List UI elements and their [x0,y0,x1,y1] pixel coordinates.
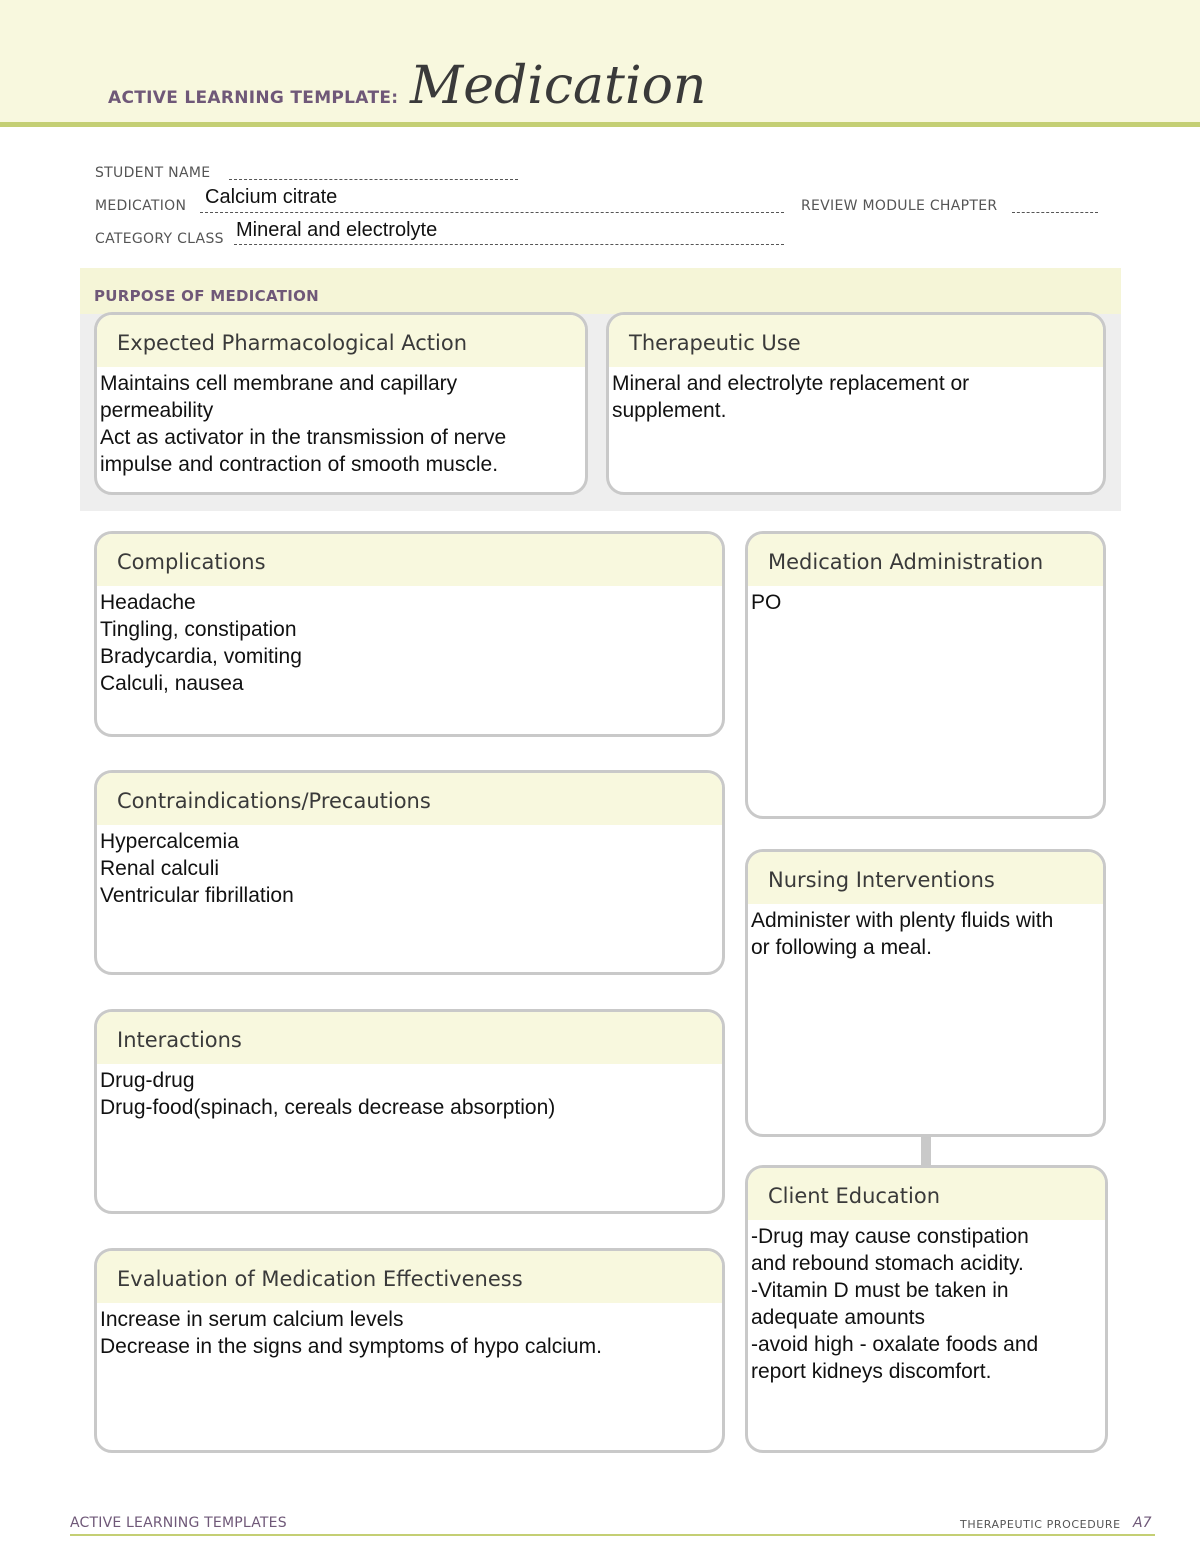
header-rule [0,122,1200,127]
client-education-body[interactable] [748,1220,1105,1385]
medication-administration-title: Medication Administration [748,534,1103,586]
client-education-line: report kidneys discomfort. [751,1360,992,1383]
nursing-interventions-title: Nursing Interventions [748,852,1103,904]
contraindications-line: Hypercalcemia [100,830,239,853]
medication-label: MEDICATION [95,198,187,214]
medication-administration-box [745,531,1106,819]
client-education-line: adequate amounts [751,1306,925,1329]
medication-value: Calcium citrate [205,186,338,208]
contraindications-line: Ventricular fibrillation [100,884,294,907]
student-name-label: STUDENT NAME [95,165,211,181]
expected-action-title: Expected Pharmacological Action [97,315,585,367]
evaluation-line: Increase in serum calcium levels [100,1308,404,1331]
page-title: Medication [410,56,707,116]
nursing-interventions-line: Administer with plenty fluids with [751,909,1054,932]
complications-title: Complications [97,534,722,586]
therapeutic-use-line: supplement. [612,399,727,422]
page-number: A7 [1133,1515,1152,1531]
category-class-label: CATEGORY CLASS [95,231,224,247]
complications-body[interactable] [97,586,722,697]
interactions-line: Drug-drug [100,1069,195,1092]
therapeutic-use-body[interactable] [609,367,1103,424]
evaluation-line: Decrease in the signs and symptoms of hypo calcium. [100,1335,602,1358]
evaluation-box [94,1248,725,1453]
client-education-line: and rebound stomach acidity. [751,1252,1024,1275]
client-education-line: -Drug may cause constipation [751,1225,1029,1248]
interactions-line: Drug-food(spinach, cereals decrease absorption) [100,1096,556,1119]
client-education-box [745,1165,1108,1453]
expected-action-box [94,312,588,495]
nursing-interventions-body[interactable] [748,904,1103,961]
category-class-value: Mineral and electrolyte [236,219,438,241]
complications-line: Tingling, constipation [100,618,297,641]
contraindications-line: Renal calculi [100,857,220,880]
therapeutic-use-title: Therapeutic Use [609,315,1103,367]
complications-line: Headache [100,591,196,614]
nursing-interventions-line: or following a meal. [751,936,932,959]
student-name-line[interactable] [229,179,518,180]
client-education-line: -avoid high - oxalate foods and [751,1333,1039,1356]
review-module-label: REVIEW MODULE CHAPTER [801,198,998,214]
contraindications-box [94,770,725,975]
footer-left-text: ACTIVE LEARNING TEMPLATES [70,1515,287,1531]
interactions-title: Interactions [97,1012,722,1064]
therapeutic-use-line: Mineral and electrolyte replacement or [612,372,970,395]
medication-administration-body[interactable] [748,586,1103,616]
medication-administration-line: PO [751,591,782,614]
box-connector [921,1136,931,1166]
expected-action-line: Act as activator in the transmission of nerve [100,426,507,449]
template-label: ACTIVE LEARNING TEMPLATE: [108,88,399,108]
expected-action-line: impulse and contraction of smooth muscle. [100,453,499,476]
evaluation-body[interactable] [97,1303,722,1360]
complications-line: Bradycardia, vomiting [100,645,302,668]
nursing-interventions-box [745,849,1106,1137]
footer-right-text: THERAPEUTIC PROCEDURE [960,1518,1121,1531]
expected-action-line: permeability [100,399,214,422]
expected-action-line: Maintains cell membrane and capillary [100,372,458,395]
interactions-box [94,1009,725,1214]
client-education-line: -Vitamin D must be taken in [751,1279,1009,1302]
medication-line[interactable] [200,212,784,213]
therapeutic-use-box [606,312,1106,495]
purpose-label: PURPOSE OF MEDICATION [94,287,320,305]
expected-action-body[interactable] [97,367,585,478]
contraindications-body[interactable] [97,825,722,909]
interactions-body[interactable] [97,1064,722,1121]
evaluation-title: Evaluation of Medication Effectiveness [97,1251,722,1303]
complications-line: Calculi, nausea [100,672,244,695]
complications-box [94,531,725,737]
contraindications-title: Contraindications/Precautions [97,773,722,825]
category-class-line[interactable] [234,244,784,245]
client-education-title: Client Education [748,1168,1105,1220]
footer-rule [70,1534,1155,1536]
review-module-line[interactable] [1012,212,1098,213]
